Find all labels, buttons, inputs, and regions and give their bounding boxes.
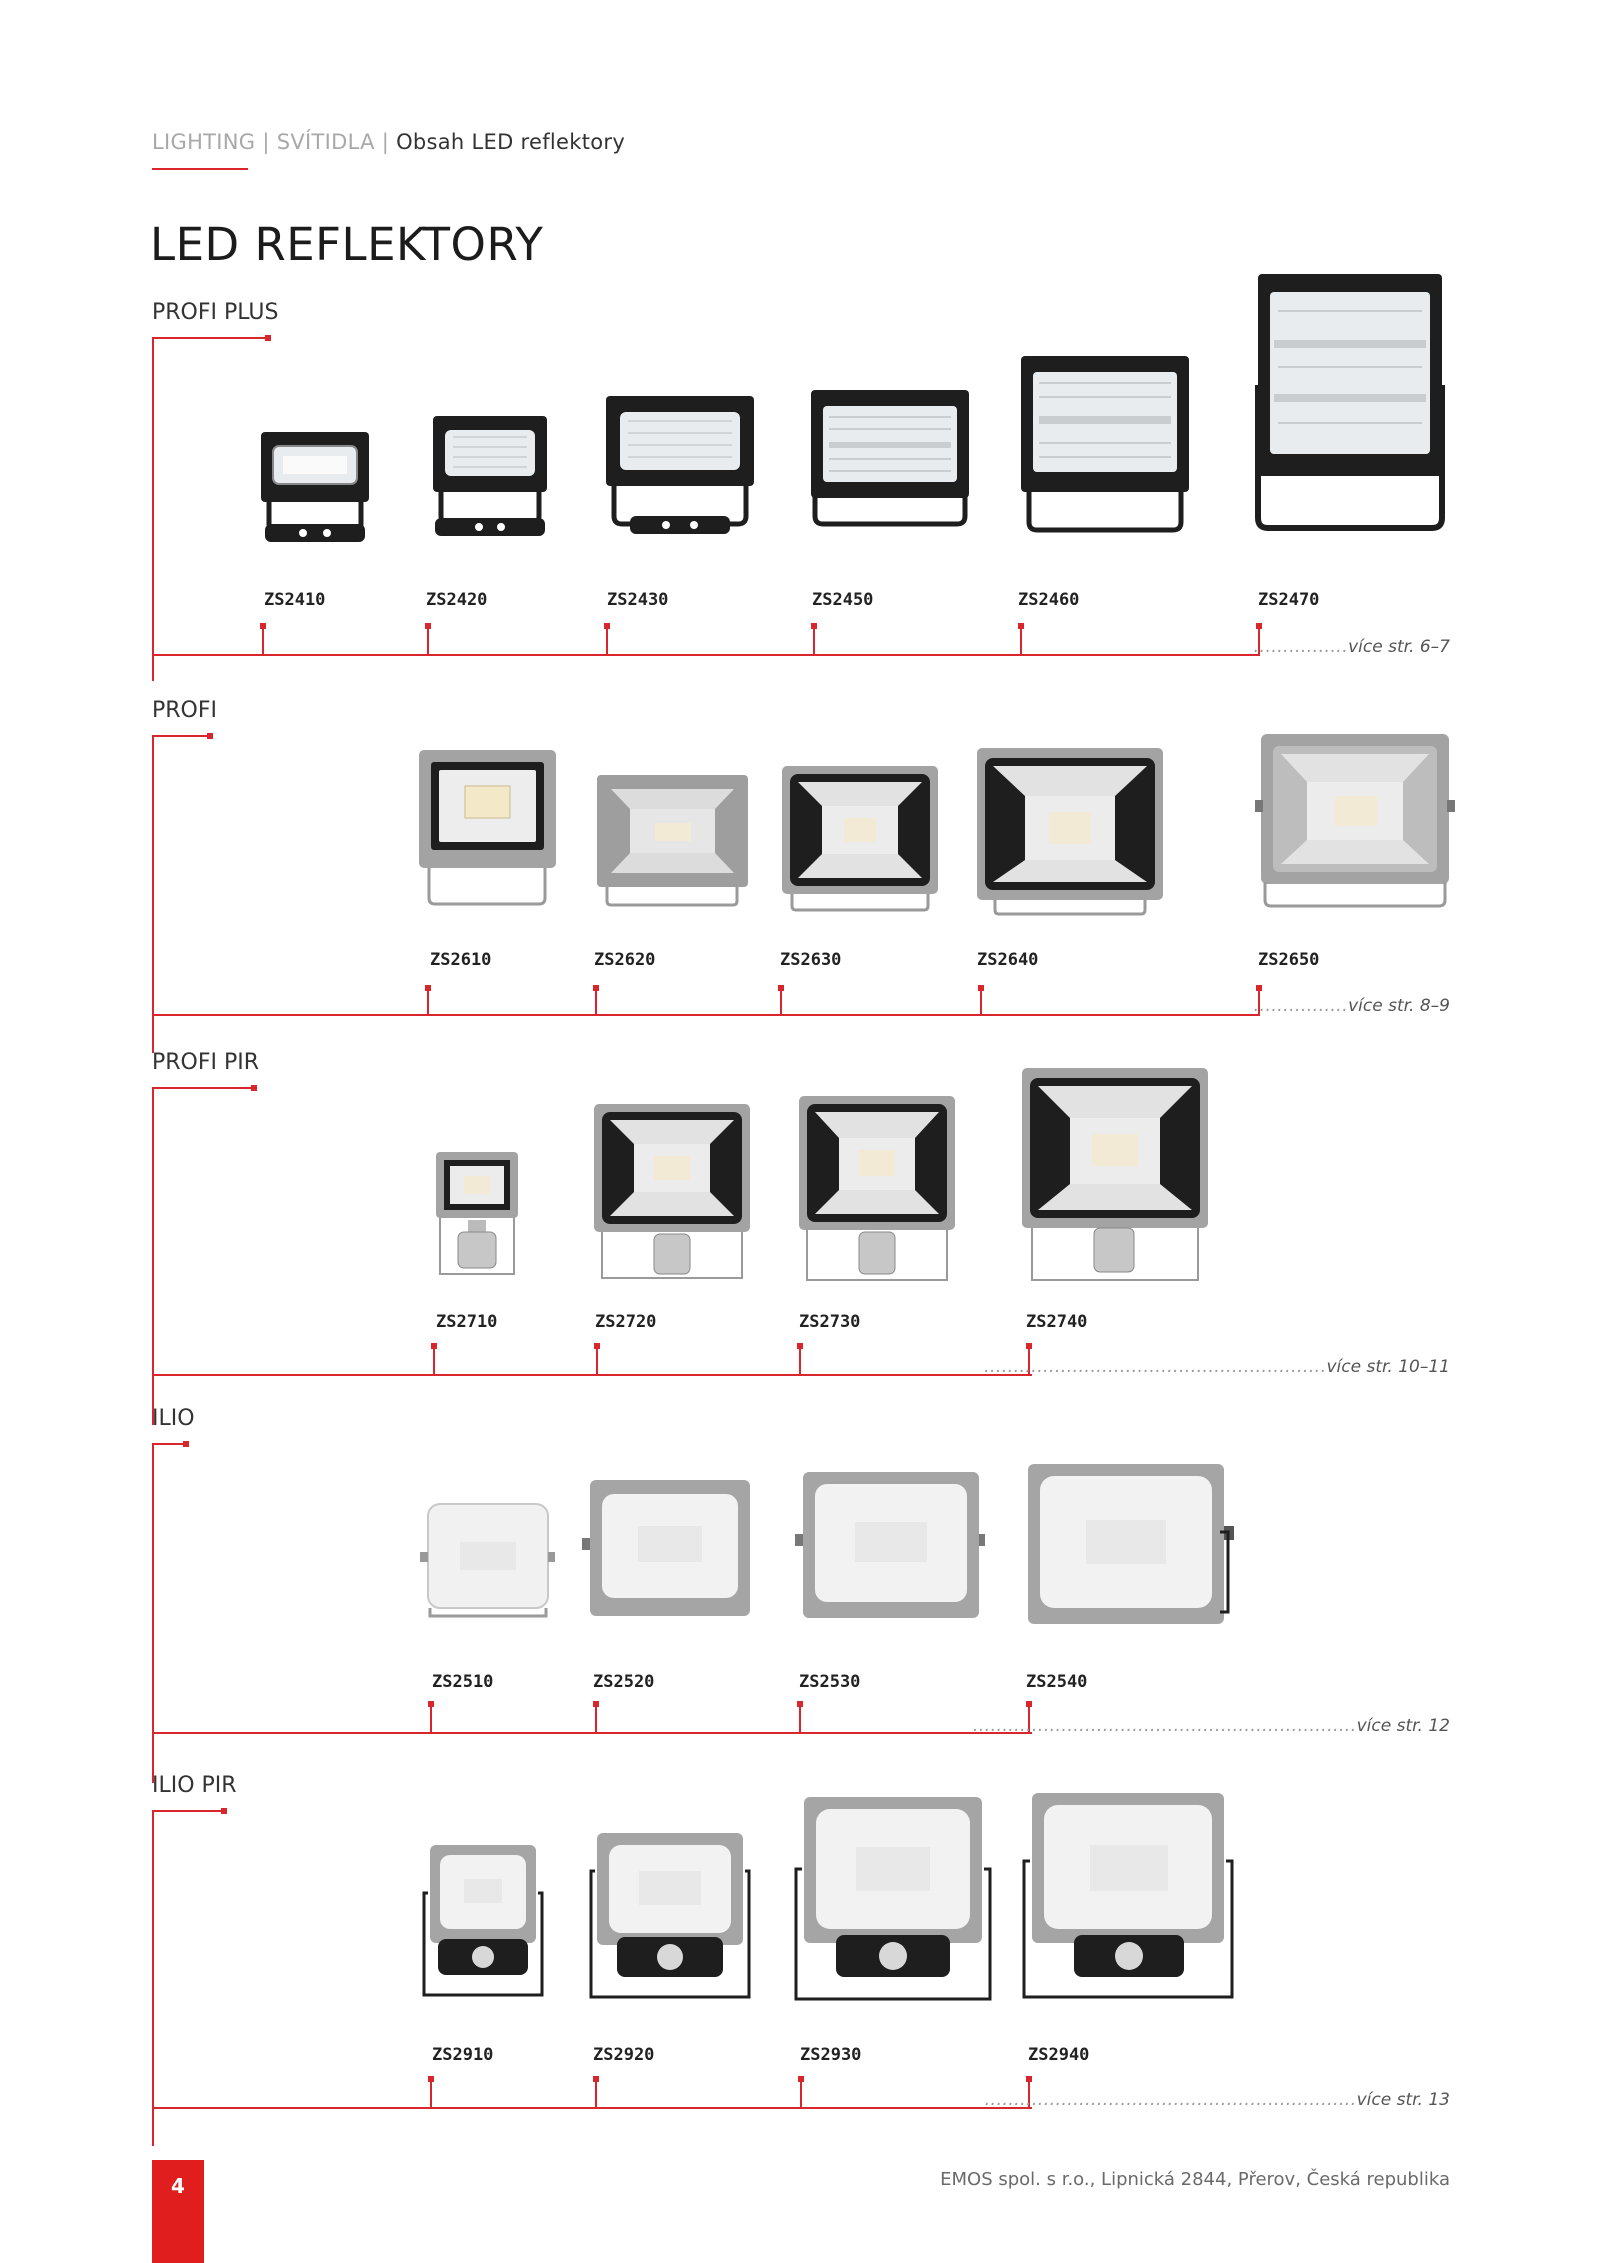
product-code[interactable]: ZS2420 — [426, 590, 488, 610]
section-profi — [0, 698, 1600, 1038]
floodlight-zs2450-image — [805, 386, 975, 536]
product-code[interactable]: ZS2740 — [1026, 1312, 1088, 1332]
floodlight-zs2740-image — [1020, 1066, 1210, 1286]
breadcrumb — [152, 130, 625, 154]
code-marker — [433, 1346, 435, 1374]
product-code[interactable]: ZS2620 — [594, 950, 656, 970]
section-title: PROFI PIR — [152, 1050, 260, 1075]
floodlight-zs2520-image — [582, 1478, 757, 1626]
floodlight-zs2460-image — [1015, 352, 1195, 542]
floodlight-zs2540-image — [1020, 1462, 1235, 1632]
product-code[interactable]: ZS2650 — [1258, 950, 1320, 970]
breadcrumb-svitidla[interactable]: SVÍTIDLA — [276, 130, 375, 154]
code-marker — [800, 2079, 802, 2107]
code-marker — [427, 626, 429, 654]
code-marker — [799, 1346, 801, 1374]
code-marker — [596, 1346, 598, 1374]
code-marker — [430, 2079, 432, 2107]
baseline — [152, 2107, 1032, 2109]
dot-leader: ............................................................... — [984, 2090, 1357, 2110]
product-code[interactable]: ZS2640 — [977, 950, 1039, 970]
section-ilio-pir — [0, 1773, 1600, 2113]
baseline — [152, 654, 1260, 656]
floodlight-zs2930-image — [790, 1795, 995, 2011]
section-ilio — [0, 1406, 1600, 1746]
product-code[interactable]: ZS2430 — [607, 590, 669, 610]
product-code[interactable]: ZS2910 — [432, 2045, 494, 2065]
more-link-text: více str. 12 — [1356, 1716, 1450, 1736]
code-marker — [595, 988, 597, 1014]
product-code[interactable]: ZS2930 — [800, 2045, 862, 2065]
floodlight-zs2510-image — [420, 1502, 555, 1622]
product-code[interactable]: ZS2630 — [780, 950, 842, 970]
floodlight-zs2420-image — [425, 412, 555, 542]
floodlight-zs2640-image — [975, 746, 1165, 916]
section-title: PROFI PLUS — [152, 300, 279, 325]
product-code[interactable]: ZS2510 — [432, 1672, 494, 1692]
product-code[interactable]: ZS2720 — [595, 1312, 657, 1332]
product-code[interactable]: ZS2710 — [436, 1312, 498, 1332]
footer-company: EMOS spol. s r.o., Lipnická 2844, Přerov, Česká republika — [940, 2169, 1450, 2190]
section-profi-pir — [0, 1050, 1600, 1390]
baseline — [152, 1732, 1032, 1734]
more-link-text: více str. 6–7 — [1348, 637, 1450, 657]
breadcrumb-separator: | — [255, 130, 277, 154]
more-link[interactable] — [973, 1716, 1450, 1736]
breadcrumb-lighting[interactable]: LIGHTING — [152, 130, 256, 154]
floodlight-zs2470-image — [1250, 270, 1450, 540]
bracket-left — [152, 1810, 154, 2146]
floodlight-zs2530-image — [795, 1470, 985, 1630]
section-title: PROFI — [152, 698, 218, 723]
code-marker — [799, 1704, 801, 1732]
more-link[interactable] — [984, 1357, 1450, 1377]
bracket-top — [152, 735, 210, 737]
product-code[interactable]: ZS2520 — [593, 1672, 655, 1692]
floodlight-zs2720-image — [592, 1102, 752, 1282]
dot-leader: .......................................................... — [984, 1357, 1327, 1377]
code-marker — [262, 626, 264, 654]
bracket-top — [152, 1443, 186, 1445]
floodlight-zs2920-image — [585, 1831, 755, 2011]
product-code[interactable]: ZS2460 — [1018, 590, 1080, 610]
code-marker — [430, 1704, 432, 1732]
breadcrumb-current: Obsah LED reflektory — [396, 130, 626, 154]
baseline — [152, 1374, 1032, 1376]
floodlight-zs2430-image — [600, 392, 760, 542]
product-code[interactable]: ZS2610 — [430, 950, 492, 970]
code-marker — [980, 988, 982, 1014]
floodlight-zs2940-image — [1018, 1791, 1238, 2011]
product-code[interactable]: ZS2940 — [1028, 2045, 1090, 2065]
code-marker — [1020, 626, 1022, 654]
dot-leader: ................ — [1253, 637, 1349, 657]
more-link-text: více str. 8–9 — [1348, 996, 1450, 1016]
bracket-top — [152, 1087, 254, 1089]
product-code[interactable]: ZS2410 — [264, 590, 326, 610]
code-marker — [595, 1704, 597, 1732]
product-code[interactable]: ZS2920 — [593, 2045, 655, 2065]
floodlight-zs2730-image — [797, 1094, 957, 1284]
floodlight-zs2620-image — [595, 773, 750, 908]
more-link[interactable] — [1254, 996, 1450, 1016]
product-code[interactable]: ZS2540 — [1026, 1672, 1088, 1692]
section-profi-plus — [0, 300, 1600, 680]
more-link-text: více str. 13 — [1356, 2090, 1450, 2110]
product-code[interactable]: ZS2450 — [812, 590, 874, 610]
code-marker — [780, 988, 782, 1014]
floodlight-zs2610-image — [415, 748, 560, 908]
page-number: 4 — [171, 2174, 185, 2198]
page-title: LED REFLEKTORY — [150, 218, 544, 271]
more-link[interactable] — [985, 2090, 1450, 2110]
bracket-left — [152, 735, 154, 1053]
code-marker — [427, 988, 429, 1014]
breadcrumb-separator: | — [374, 130, 397, 154]
more-link[interactable] — [1254, 637, 1450, 657]
floodlight-zs2910-image — [420, 1843, 545, 2013]
product-code[interactable]: ZS2530 — [799, 1672, 861, 1692]
bracket-top — [152, 337, 268, 339]
bracket-top — [152, 1810, 224, 1812]
section-title: ILIO — [152, 1406, 195, 1431]
product-code[interactable]: ZS2730 — [799, 1312, 861, 1332]
code-marker — [595, 2079, 597, 2107]
more-link-text: více str. 10–11 — [1326, 1357, 1450, 1377]
floodlight-zs2630-image — [780, 764, 940, 914]
section-title: ILIO PIR — [152, 1773, 237, 1798]
floodlight-zs2410-image — [255, 428, 375, 548]
product-code[interactable]: ZS2470 — [1258, 590, 1320, 610]
code-marker — [606, 626, 608, 654]
floodlight-zs2650-image — [1255, 732, 1455, 912]
dot-leader: ................................................................. — [972, 1716, 1357, 1736]
breadcrumb-underline — [152, 168, 248, 170]
dot-leader: ................ — [1253, 996, 1349, 1016]
floodlight-zs2710-image — [432, 1150, 522, 1280]
bracket-left — [152, 337, 154, 681]
code-marker — [813, 626, 815, 654]
baseline — [152, 1014, 1260, 1016]
